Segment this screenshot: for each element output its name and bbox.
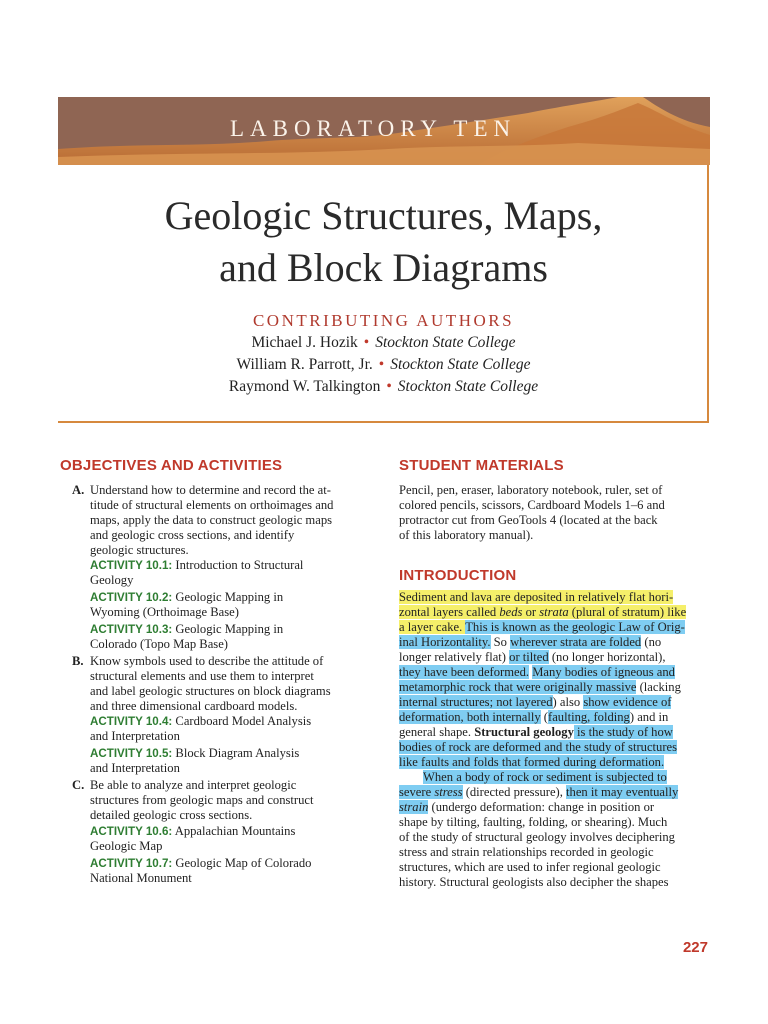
bullet-icon: • (386, 378, 392, 395)
text-span: ) also (552, 695, 584, 709)
activity-10-4 (90, 714, 370, 744)
author-1 (58, 334, 709, 352)
text-line: Understand how to determine and record the at- (90, 483, 331, 497)
page-number: 227 (682, 939, 708, 956)
text-line: Geologic Map (90, 839, 163, 853)
student-materials-heading: STUDENT MATERIALS (399, 457, 564, 474)
title-line-2: and Block Diagrams (219, 245, 548, 290)
highlighted-text: severe (399, 785, 435, 799)
author-3 (58, 378, 709, 396)
activity-10-7 (90, 856, 370, 886)
text-line: titude of structural elements on orthoimages and (90, 498, 334, 512)
highlighted-text: show evidence of (583, 695, 672, 709)
contributing-authors-heading: CONTRIBUTING AUTHORS (252, 311, 515, 330)
highlighted-text: is the study of how (573, 725, 673, 739)
highlighted-text: Many bodies of igneous and (532, 665, 675, 679)
objective-letter: A. (72, 483, 85, 497)
author-school: Stockton State College (390, 356, 531, 373)
text-line: detailed geologic cross sections. (90, 808, 253, 822)
highlighted-text: a layer cake. (399, 620, 466, 634)
highlighted-term: strain (399, 800, 429, 814)
text-line: structures from geologic maps and construct (90, 793, 314, 807)
objective-c (72, 778, 370, 823)
highlighted-text: Sediment and lava are deposited in relatively flat hori- (399, 590, 674, 604)
objective-a (72, 483, 370, 558)
activity-label: ACTIVITY 10.4: (90, 715, 173, 728)
materials-paragraph (399, 483, 709, 543)
introduction-heading: INTRODUCTION (399, 567, 517, 584)
highlighted-text: zontal layers called (399, 605, 500, 619)
highlighted-text: or tilted (509, 650, 549, 664)
text-line: and Interpretation (90, 761, 180, 775)
text-line: Be able to analyze and interpret geologic (90, 778, 297, 792)
page-title (58, 190, 709, 294)
bold-term: Structural geology (474, 725, 574, 739)
activity-title: Cardboard Model Analysis (172, 714, 312, 728)
objective-b (72, 654, 370, 714)
introduction-paragraph-1 (399, 590, 709, 770)
text-line: shape by tilting, faulting, folding, or shearing). Much (399, 815, 668, 829)
activity-label: ACTIVITY 10.6: (90, 825, 173, 838)
text-line: of the study of structural geology involves deciphering (399, 830, 675, 844)
activity-label: ACTIVITY 10.1: (90, 559, 173, 572)
activity-label: ACTIVITY 10.7: (90, 857, 173, 870)
text-line: National Monument (90, 871, 192, 885)
text-span: (no (641, 635, 662, 649)
highlighted-text: then it may eventually (566, 785, 679, 799)
highlighted-text: internal structures; not layered (399, 695, 553, 709)
introduction-paragraph-2 (399, 770, 709, 890)
highlighted-text: or (522, 605, 540, 619)
highlighted-text: wherever strata are folded (510, 635, 642, 649)
highlighted-text: metamorphic rock that were originally massive (399, 680, 637, 694)
highlighted-text: like faults and folds that formed during deformation. (399, 755, 665, 769)
highlighted-text: bodies of rock are deformed and the study of structures (399, 740, 678, 754)
activity-title: Geologic Map of Colorado (172, 856, 312, 870)
text-line: geologic structures. (90, 543, 189, 557)
highlighted-term: strata (539, 605, 569, 619)
bullet-icon: • (363, 334, 370, 351)
highlighted-text: When a body of rock or sediment is subjected to (423, 770, 667, 784)
bullet-icon: • (378, 356, 385, 373)
objective-letter: C. (72, 778, 85, 792)
author-name: Raymond W. Talkington (228, 378, 381, 395)
activity-title: Geologic Mapping in (172, 622, 284, 636)
highlighted-text: faulting, folding (548, 710, 630, 724)
activity-title: Introduction to Structural (172, 558, 304, 572)
objectives-heading: OBJECTIVES AND ACTIVITIES (60, 457, 283, 474)
title-line-1: Geologic Structures, Maps, (164, 193, 603, 238)
activity-title: Block Diagram Analysis (172, 746, 300, 760)
banner-title: LABORATORY TEN (230, 116, 517, 141)
text-line: structural elements and use them to interpret (90, 669, 314, 683)
text-line: Pencil, pen, eraser, laboratory notebook, ruler, set of (399, 483, 663, 497)
text-span: (lacking (636, 680, 681, 694)
activity-10-5 (90, 746, 370, 776)
text-line: and three dimensional cardboard models. (90, 699, 298, 713)
activity-label: ACTIVITY 10.5: (90, 747, 173, 760)
text-line: protractor cut from GeoTools 4 (located at the back (399, 513, 658, 527)
activity-label: ACTIVITY 10.2: (90, 591, 173, 604)
text-span: So (490, 635, 511, 649)
text-span: (undergo deformation: change in position or (428, 800, 655, 814)
author-2 (58, 356, 709, 374)
activity-title: Geologic Mapping in (172, 590, 284, 604)
author-school: Stockton State College (397, 378, 539, 395)
highlighted-term: stress (434, 785, 463, 799)
activity-10-6 (90, 824, 370, 854)
activity-10-3 (90, 622, 370, 652)
activity-title: Appalachian Mountains (172, 824, 296, 838)
text-line: and geologic cross sections, and identify (90, 528, 295, 542)
text-line: colored pencils, scissors, Cardboard Models 1–6 and (399, 498, 665, 512)
text-span: general shape. (399, 725, 475, 739)
text-span: ( (540, 710, 548, 724)
objective-letter: B. (72, 654, 84, 668)
text-line: maps, apply the data to construct geologic maps (90, 513, 333, 527)
text-line: structures, which are used to infer regional geologic (399, 860, 661, 874)
author-name: Michael J. Hozik (251, 334, 358, 351)
activity-10-2 (90, 590, 370, 620)
activity-label: ACTIVITY 10.3: (90, 623, 173, 636)
text-line: and Interpretation (90, 729, 180, 743)
author-school: Stockton State College (375, 334, 516, 351)
highlighted-text: they have been deformed. (399, 665, 530, 679)
text-line: of this laboratory manual). (399, 528, 534, 542)
author-name: William R. Parrott, Jr. (236, 356, 373, 373)
text-span: (directed pressure), (462, 785, 567, 799)
activity-10-1 (90, 558, 370, 588)
text-span: longer relatively flat) (399, 650, 510, 664)
highlighted-text: inal Horizontality. (399, 635, 491, 649)
text-line: Wyoming (Orthoimage Base) (90, 605, 239, 619)
highlighted-text: deformation, both internally (399, 710, 541, 724)
highlighted-text: This is known as the geologic Law of Orig- (465, 620, 685, 634)
text-span: ) and in (629, 710, 669, 724)
highlighted-term: beds (499, 605, 523, 619)
text-line: Know symbols used to describe the attitude of (90, 654, 324, 668)
text-line: Geology (90, 573, 134, 587)
highlighted-text: (plural of stratum) like (568, 605, 687, 619)
text-line: and label geologic structures on block diagrams (90, 684, 331, 698)
text-line: Colorado (Topo Map Base) (90, 637, 228, 651)
text-line: stress and strain relationships recorded in geologic (399, 845, 654, 859)
text-line: history. Structural geologists also decipher the shapes (399, 875, 669, 889)
text-span: (no longer horizontal), (548, 650, 666, 664)
